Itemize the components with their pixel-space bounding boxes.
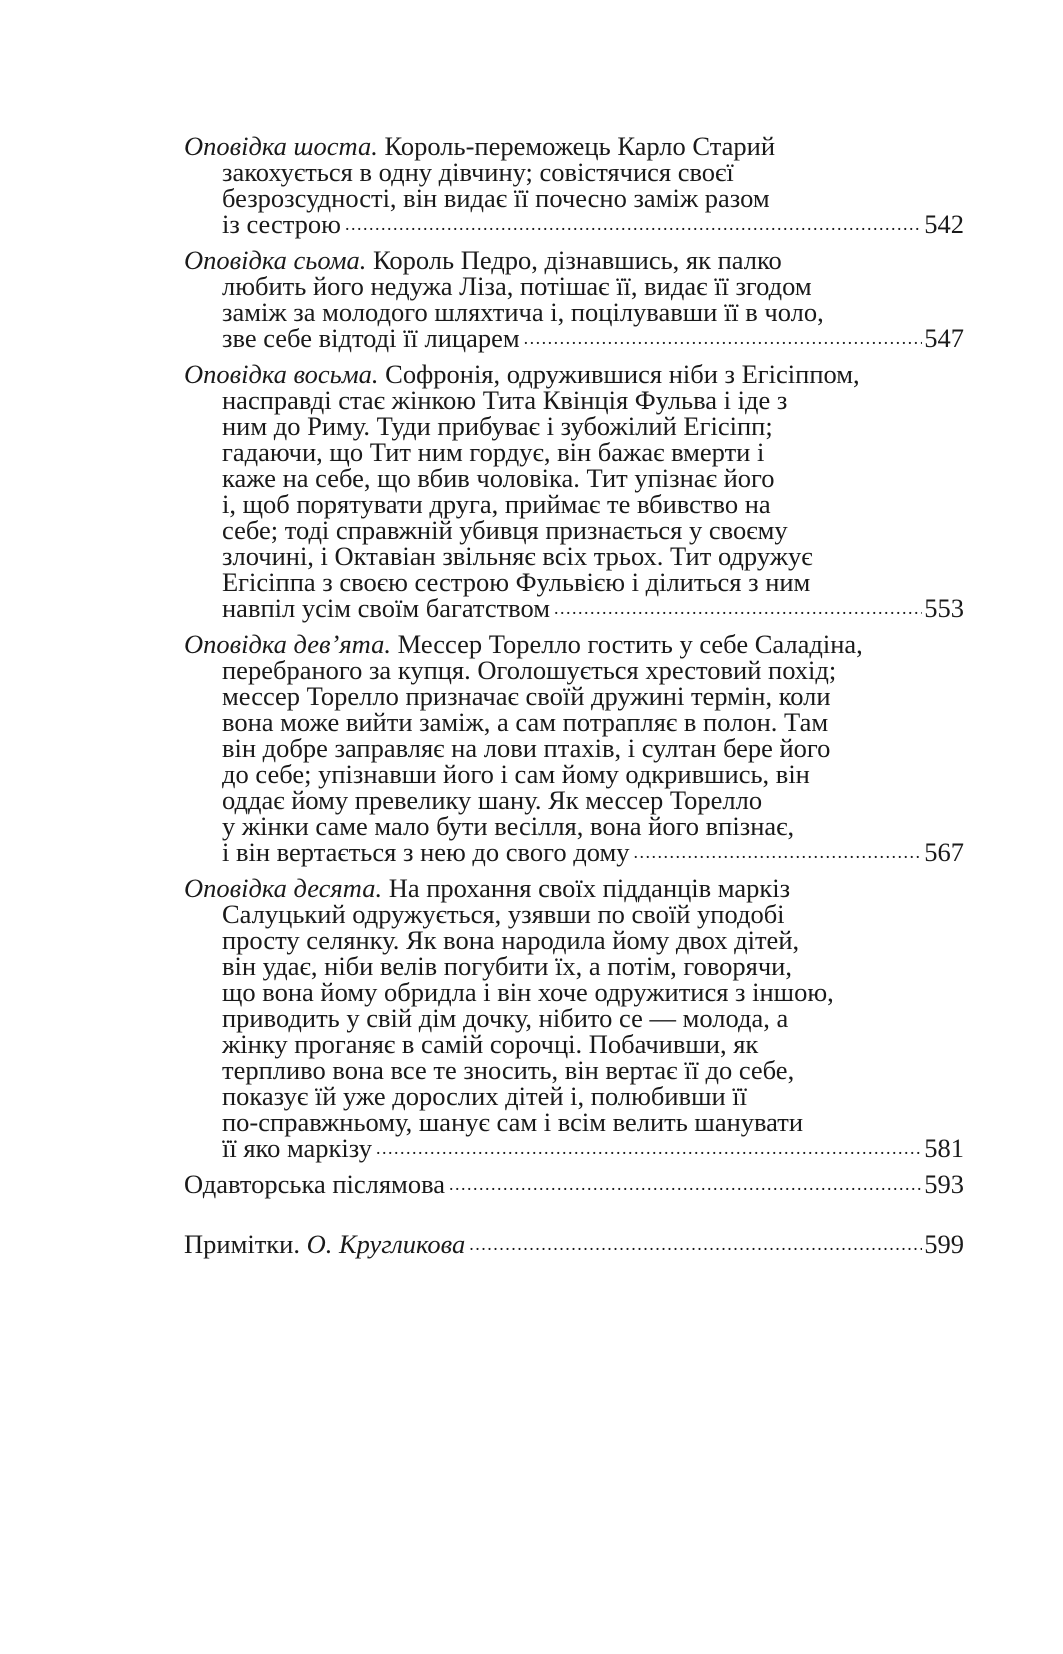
entry-line: безрозсудності, він видає її почесно заміж разом bbox=[222, 183, 770, 213]
entry-text: Мессер Торелло гостить у себе Саладіна, bbox=[391, 629, 863, 659]
afterword-title: Одавторська післямова bbox=[184, 1169, 445, 1199]
dot-leader bbox=[524, 327, 923, 347]
entry-text: На прохання своїх підданців маркіз bbox=[382, 873, 791, 903]
entry-text: і він вертається з нею до свого дому bbox=[222, 837, 630, 867]
entry-label: Оповідка десята. bbox=[184, 873, 383, 903]
page-number: 581 bbox=[924, 1133, 964, 1163]
entry-text: Софронія, одружившися ніби з Егісіппом, bbox=[378, 359, 860, 389]
entry-line: мессер Торелло призначає своїй дружині термін, коли bbox=[222, 681, 831, 711]
entry-label: Оповідка шоста. bbox=[184, 131, 378, 161]
entry-text: зве себе відтоді її лицарем bbox=[222, 323, 520, 353]
page-number: 567 bbox=[924, 837, 964, 867]
entry-text: навпіл усім своїм багатством bbox=[222, 593, 551, 623]
dot-leader bbox=[376, 1137, 922, 1157]
entry-text: Король Педро, дізнавшись, як палко bbox=[366, 245, 782, 275]
entry-line: заміж за молодого шляхтича і, поцілувавши її в чоло, bbox=[222, 297, 824, 327]
entry-line: оддає йому превелику шану. Як мессер Торелло bbox=[222, 785, 763, 815]
page-number: 553 bbox=[924, 593, 964, 623]
page-number: 599 bbox=[924, 1229, 964, 1259]
entry-text: Король-переможець Карло Старий bbox=[377, 131, 776, 161]
entry-line: він добре заправляє на лови птахів, і султан бере його bbox=[222, 733, 831, 763]
entry-first-line bbox=[184, 133, 964, 159]
page-number: 547 bbox=[924, 323, 964, 353]
entry-first-line bbox=[184, 875, 964, 901]
entry-line: він удає, ніби велів погубити їх, а потім, говорячи, bbox=[222, 951, 792, 981]
entry-first-line bbox=[184, 247, 964, 273]
dot-leader bbox=[469, 1233, 922, 1253]
entry-label: Оповідка дев’ята. bbox=[184, 629, 391, 659]
dot-leader bbox=[633, 841, 922, 861]
entry-line: перебраного за купця. Оголошується хрестовий похід; bbox=[222, 655, 837, 685]
page-number: 542 bbox=[924, 209, 964, 239]
notes-label: Примітки. bbox=[184, 1229, 300, 1259]
toc-entry bbox=[184, 631, 964, 865]
entry-line: ним до Риму. Туди прибуває і зубожілий Егісіпп; bbox=[222, 411, 773, 441]
entry-last-line bbox=[184, 1135, 964, 1161]
entry-line: вона може вийти заміж, а сам потрапляє в полон. Там bbox=[222, 707, 829, 737]
entry-line: злочині, і Октавіан звільняє всіх трьох. Тит одружує bbox=[222, 541, 813, 571]
toc-entry bbox=[184, 247, 964, 351]
dot-leader bbox=[554, 597, 922, 617]
entry-line: до себе; упізнавши його і сам йому одкрившись, він bbox=[222, 759, 810, 789]
table-of-contents bbox=[184, 133, 964, 1267]
dot-leader bbox=[449, 1173, 922, 1193]
entry-line: просту селянку. Як вона народила йому двох дітей, bbox=[222, 925, 800, 955]
entry-line: показує їй уже дорослих дітей і, полюбивши її bbox=[222, 1081, 748, 1111]
entry-last-line bbox=[184, 595, 964, 621]
entry-line: у жінки саме мало бути весілля, вона його впізнає, bbox=[222, 811, 795, 841]
entry-last-line bbox=[184, 1171, 964, 1197]
entry-last-line bbox=[184, 1231, 964, 1257]
entry-line: Егісіппа з своєю сестрою Фульвією і ділиться з ним bbox=[222, 567, 811, 597]
entry-text: її яко маркізу bbox=[222, 1133, 372, 1163]
entry-last-line bbox=[184, 325, 964, 351]
entry-line: каже на себе, що вбив чоловіка. Тит упізнає його bbox=[222, 463, 775, 493]
toc-entry-afterword bbox=[184, 1171, 964, 1197]
entry-line: гадаючи, що Тит ним гордує, він бажає вмерти і bbox=[222, 437, 765, 467]
dot-leader bbox=[345, 213, 922, 233]
entry-line: Салуцький одружується, узявши по своїй уподобі bbox=[222, 899, 785, 929]
entry-line: що вона йому обридла і він хоче одружитися з іншою, bbox=[222, 977, 834, 1007]
entry-line: терпливо вона все те зносить, він вертає її до себе, bbox=[222, 1055, 795, 1085]
entry-label: Оповідка сьома. bbox=[184, 245, 367, 275]
entry-first-line bbox=[184, 631, 964, 657]
entry-last-line bbox=[184, 211, 964, 237]
entry-line: і, щоб порятувати друга, приймає те вбивство на bbox=[222, 489, 771, 519]
spacer bbox=[184, 1207, 964, 1231]
entry-line: закохується в одну дівчину; совістячися своєї bbox=[222, 157, 734, 187]
notes-title bbox=[184, 1231, 465, 1257]
toc-entry bbox=[184, 133, 964, 237]
entry-last-line bbox=[184, 839, 964, 865]
notes-author: О. Кругликова bbox=[306, 1229, 466, 1259]
toc-entry-notes bbox=[184, 1231, 964, 1257]
entry-line: приводить у свій дім дочку, нібито се — молода, а bbox=[222, 1003, 789, 1033]
entry-line: жінку проганяє в самій сорочці. Побачивши, як bbox=[222, 1029, 759, 1059]
entry-line: себе; тоді справжній убивця признається у своєму bbox=[222, 515, 788, 545]
toc-entry bbox=[184, 361, 964, 621]
page-number: 593 bbox=[924, 1169, 964, 1199]
entry-line: любить його недужа Ліза, потішає її, видає її згодом bbox=[222, 271, 812, 301]
toc-entry bbox=[184, 875, 964, 1161]
entry-line: по-справжньому, шанує сам і всім велить шанувати bbox=[222, 1107, 804, 1137]
entry-text: із сестрою bbox=[222, 209, 341, 239]
entry-label: Оповідка восьма. bbox=[184, 359, 379, 389]
entry-line: насправді стає жінкою Тита Квінція Фульва і іде з bbox=[222, 385, 788, 415]
entry-first-line bbox=[184, 361, 964, 387]
